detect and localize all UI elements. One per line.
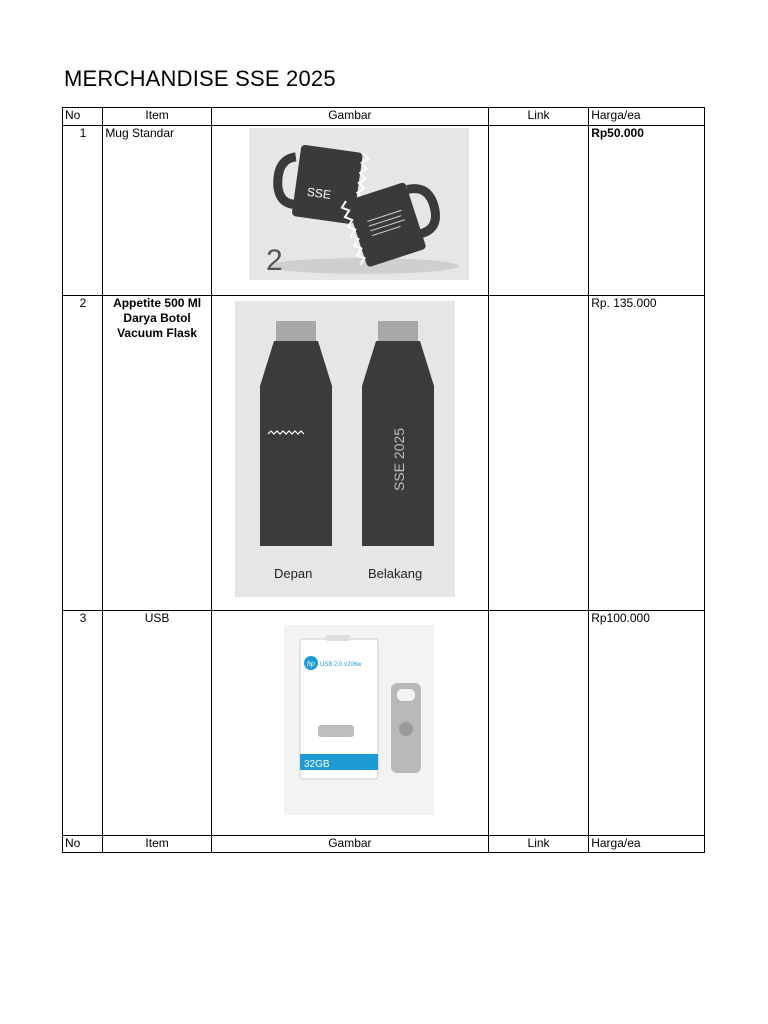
row-price: Rp50.000 — [589, 126, 705, 296]
row-no: 3 — [63, 611, 103, 836]
row-item: Mug Standar — [103, 126, 212, 296]
row-price: Rp100.000 — [589, 611, 705, 836]
row-image — [211, 126, 488, 296]
row-price: Rp. 135.000 — [589, 296, 705, 611]
back-label: Belakang — [367, 566, 423, 581]
package-label: USB 2.0 v206w — [319, 662, 362, 668]
footer-link: Link — [488, 836, 588, 853]
header-image: Gambar — [211, 108, 488, 126]
header-row — [63, 108, 705, 126]
row-image — [211, 296, 488, 611]
bottle-print-text: SSE 2025 — [390, 427, 407, 491]
bottle-image — [214, 296, 480, 608]
footer-image: Gambar — [211, 836, 488, 853]
table-row — [63, 296, 705, 611]
footer-price: Harga/ea — [589, 836, 705, 853]
row-item: USB — [103, 611, 212, 836]
mug-image — [214, 126, 480, 294]
row-link[interactable] — [488, 126, 588, 296]
row-image — [211, 611, 488, 836]
footer-row — [63, 836, 705, 853]
row-no: 1 — [63, 126, 103, 296]
header-item: Item — [103, 108, 212, 126]
usb-image — [214, 611, 480, 833]
mug-print-text: SSE — [305, 184, 332, 202]
front-label: Depan — [273, 566, 313, 581]
hp-logo-package: hp — [306, 661, 315, 668]
capacity-label: 32GB — [303, 759, 330, 770]
table-row — [63, 611, 705, 836]
mug-number-text: 2 — [265, 244, 283, 277]
row-item: Appetite 500 Ml Darya Botol Vacuum Flask — [103, 296, 212, 611]
page-title: MERCHANDISE SSE 2025 — [64, 66, 336, 91]
row-link[interactable] — [488, 611, 588, 836]
header-no: No — [63, 108, 103, 126]
footer-item: Item — [103, 836, 212, 853]
merchandise-table — [62, 107, 705, 853]
header-link: Link — [488, 108, 588, 126]
table-row — [63, 126, 705, 296]
row-link[interactable] — [488, 296, 588, 611]
header-price: Harga/ea — [589, 108, 705, 126]
row-no: 2 — [63, 296, 103, 611]
footer-no: No — [63, 836, 103, 853]
